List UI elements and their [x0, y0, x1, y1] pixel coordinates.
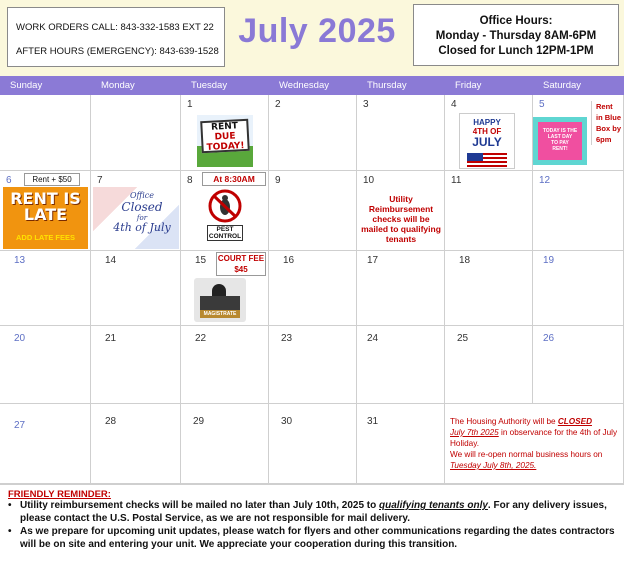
qualifying-tenants-emphasis: qualifying tenants only [379, 500, 488, 511]
happy-text: HAPPY [473, 118, 501, 127]
rent-due-sign-image [197, 115, 253, 167]
late-text: LATE [23, 205, 68, 224]
calendar-day-20[interactable] [0, 326, 91, 404]
fourth-of-july-text: 4th of July [113, 221, 171, 234]
weekday-header-friday [445, 76, 533, 95]
day-number: 10 [363, 175, 375, 186]
day-number: 22 [195, 333, 207, 344]
day-number: 26 [543, 333, 555, 344]
fourth-of-text: 4TH OF [472, 127, 502, 136]
calendar-day-30[interactable] [269, 404, 357, 484]
after-hours-phone: AFTER HOURS (EMERGENCY): 843-639-1528 [16, 46, 219, 57]
closed-text: Closed [121, 200, 163, 214]
office-hours-title: Office Hours: [479, 15, 553, 27]
calendar-day-15[interactable] [181, 251, 269, 326]
calendar-day-23[interactable] [269, 326, 357, 404]
calendar-day-26[interactable] [533, 326, 624, 404]
last-day-text-2: LAST DAY [547, 134, 573, 140]
day-number: 11 [451, 175, 462, 186]
bullet-1-text-a: Utility reimbursement checks will be mailed no later than July 10th, 2025 to [20, 500, 380, 511]
july-text: JULY [472, 135, 502, 149]
court-fee-label: COURT FEE [217, 254, 265, 263]
calendar-day-24[interactable] [357, 326, 445, 404]
day-number: 31 [367, 416, 379, 427]
weekday-header-thursday [357, 76, 445, 95]
day-number: 16 [283, 255, 295, 266]
day-number: 18 [459, 255, 471, 266]
judge-icon [212, 284, 226, 296]
rent-due-text-3: TODAY! [206, 140, 245, 153]
calendar-day-12[interactable] [533, 171, 624, 251]
add-late-fees-text: ADD LATE FEES [15, 233, 76, 242]
day-number: 1 [187, 99, 193, 110]
magistrate-sign: MAGISTRATE [200, 310, 240, 318]
day-number: 9 [275, 175, 281, 186]
office-text: Office [130, 191, 154, 200]
day-number: 3 [363, 99, 369, 110]
calendar-day-13[interactable] [0, 251, 91, 326]
rent-is-late-image [3, 187, 88, 249]
day-number: 29 [193, 416, 205, 427]
holiday-closure-text [450, 416, 620, 471]
calendar-day-14[interactable] [91, 251, 181, 326]
holiday-text-part-2: in observance for the 4th of July Holiday. [450, 428, 618, 448]
office-hours-line-1: Monday - Thursday 8AM-6PM [435, 30, 597, 42]
day-number: 28 [105, 416, 117, 427]
holiday-text-part-3: We will re-open normal business hours on [450, 450, 603, 459]
calendar-day-27[interactable] [0, 404, 91, 484]
calendar-day-1[interactable] [181, 95, 269, 171]
calendar-day-28[interactable] [91, 404, 181, 484]
reopen-date: Tuesday July 8th, 2025. [450, 461, 537, 470]
last-day-text-3: TO PAY [551, 140, 569, 146]
calendar-day-17[interactable] [357, 251, 445, 326]
weekday-label: Monday [101, 80, 135, 91]
bullet-2-text: As we prepare for upcoming unit updates, please watch for flyers and other communications regarding the dates contractors will be on site and entering your unit. We appreciate your cooperation during this transition. [20, 526, 615, 550]
calendar-day-8[interactable] [181, 171, 269, 251]
day-number: 17 [367, 255, 379, 266]
day-number: 2 [275, 99, 281, 110]
weekday-label: Friday [455, 80, 482, 91]
calendar-day-4[interactable] [445, 95, 533, 171]
court-fee-amount: $45 [234, 265, 248, 274]
office-closed-image [93, 187, 179, 249]
calendar-day-5[interactable] [533, 95, 624, 171]
day-number: 27 [14, 420, 26, 431]
weekday-label: Thursday [367, 80, 407, 91]
day-number: 13 [14, 255, 26, 266]
calendar-day-7[interactable] [91, 171, 181, 251]
calendar-day-empty [91, 95, 181, 171]
bullet-1-text-b: . For any delivery issues, please contact the U.S. Postal Service, as we are not responsible for mail delivery. [20, 500, 607, 524]
weekday-label: Tuesday [191, 80, 228, 91]
no-bug-icon [207, 189, 243, 223]
rent-blue-box-note: Rent in Blue Box by 6pm [591, 101, 621, 145]
rent-due-text-1: RENT [210, 121, 239, 133]
for-text: for [136, 214, 148, 222]
calendar-day-19[interactable] [533, 251, 624, 326]
holiday-text-part-1: The Housing Authority will be [450, 417, 558, 426]
weekday-header-wednesday [269, 76, 357, 95]
day-number: 12 [539, 175, 551, 186]
closed-emphasis: CLOSED [557, 417, 592, 426]
rent-plus-fee-label: Rent + $50 [24, 173, 80, 186]
bullet-icon: • [8, 526, 12, 537]
friendly-reminder-section [0, 484, 624, 579]
friendly-reminder-title: FRIENDLY REMINDER: [8, 489, 111, 500]
calendar-day-9[interactable] [269, 171, 357, 251]
rent-is-text: RENT IS [10, 189, 81, 208]
happy-4th-of-july-image [459, 113, 515, 169]
day-number: 30 [281, 416, 293, 427]
day-number: 24 [367, 333, 379, 344]
last-day-text-1: TODAY IS THE [542, 128, 578, 134]
calendar-day-29[interactable] [181, 404, 269, 484]
pest-control-sign-image [207, 189, 243, 247]
calendar-day-2[interactable] [269, 95, 357, 171]
month-title: July 2025 [238, 12, 396, 50]
day-number: 19 [543, 255, 555, 266]
day-number: 23 [281, 333, 293, 344]
weekday-header-monday [91, 76, 181, 95]
pest-control-time: At 8:30AM [202, 172, 266, 186]
weekday-header-tuesday [181, 76, 269, 95]
calendar-day-25[interactable] [445, 326, 533, 404]
pest-label-1: PEST [216, 226, 234, 233]
day-number: 15 [195, 255, 207, 266]
weekday-label: Sunday [10, 80, 43, 91]
work-orders-phone: WORK ORDERS CALL: 843-332-1583 EXT 22 [16, 22, 214, 33]
last-day-text-4: RENT! [552, 146, 568, 152]
calendar-day-10[interactable] [357, 171, 445, 251]
day-number: 25 [457, 333, 469, 344]
calendar-day-18[interactable] [445, 251, 533, 326]
contact-box [7, 7, 225, 67]
office-hours-box [413, 4, 619, 66]
last-day-to-pay-image [533, 117, 587, 165]
calendar-day-16[interactable] [269, 251, 357, 326]
weekday-header-saturday [533, 76, 624, 95]
flag-icon [467, 153, 507, 167]
day-number: 4 [451, 99, 457, 110]
day-number: 21 [105, 333, 117, 344]
utility-reimbursement-note: Utility Reimbursement checks will be mailed to qualifying tenants [361, 194, 441, 244]
court-fee-note [216, 252, 266, 276]
weekday-header-sunday [0, 76, 91, 95]
calendar-day-6[interactable] [0, 171, 91, 251]
day-number: 14 [105, 255, 117, 266]
day-number: 5 [539, 99, 545, 110]
day-number: 8 [187, 175, 193, 186]
rent-due-text-2: DUE [214, 131, 236, 143]
day-number: 7 [97, 175, 103, 186]
calendar-day-11[interactable] [445, 171, 533, 251]
day-number: 20 [14, 333, 26, 344]
pest-label-2: CONTROL [208, 233, 242, 240]
calendar-day-3[interactable] [357, 95, 445, 171]
magistrate-court-image [194, 278, 246, 322]
calendar-day-31[interactable] [357, 404, 445, 484]
calendar-day-22[interactable] [181, 326, 269, 404]
closure-date: July 7th 2025 [450, 428, 499, 437]
day-number: 6 [6, 175, 12, 186]
calendar-day-empty [0, 95, 91, 171]
holiday-closure-notice [445, 404, 624, 484]
weekday-label: Saturday [543, 80, 582, 91]
weekday-label: Wednesday [279, 80, 329, 91]
bullet-icon: • [8, 500, 12, 511]
office-hours-line-2: Closed for Lunch 12PM-1PM [438, 45, 594, 57]
calendar-day-21[interactable] [91, 326, 181, 404]
